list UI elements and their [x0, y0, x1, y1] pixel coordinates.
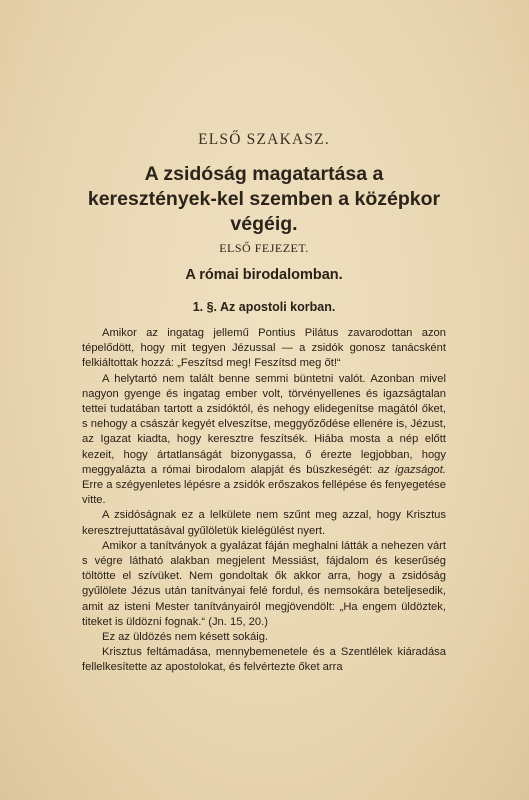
paragraph: Amikor a tanítványok a gyalázat fáján meghalni látták a nehezen várt s végre látható alakban megjelent Messiást, fájdalom és keserűség töltötte el szívüket. Nem gondoltak ők akkor arra, hogy a zsidóság gyűlölete Jézus után tanítványai felé fordul, és nemsokára beteljesedik, amit az isteni Mester tanítványairól megjövendölt: „Ha engem üldöztek, titeket is üldözni fognak.“ (Jn. 15, 20.): [82, 539, 446, 628]
paragraph: Amikor az ingatag jellemű Pontius Pilátus zavarodottan azon tépelődött, hogy mit tegyen Jézussal — a zsidók gonosz tanácsként felkiáltottak hozzá: „Feszítsd meg! Feszítsd meg őt!“: [82, 327, 446, 370]
paragraph: Ez az üldözés nem késett sokáig.: [102, 631, 269, 644]
subtitle: A római birodalomban.: [185, 267, 343, 283]
section-heading: ELSŐ SZAKASZ.: [198, 131, 330, 148]
chapter-title: A zsidóság magatartása a keresztények-kel szemben a középkor végéig.: [87, 163, 441, 235]
paragraph: A zsidóságnak ez a lelkülete nem szűnt meg azzal, hogy Krisztus keresztrejuttatásával gyűlöletük kielégülést nyert.: [82, 509, 446, 537]
paragraph-heading: 1. §. Az apostoli korban.: [192, 300, 336, 314]
paragraph: Krisztus feltámadása, mennybemenetele és a Szentlélek kiáradása fellelkesítette az apostolokat, és felvértezte őket arra: [82, 646, 446, 674]
paragraph-text: Erre a szégyenletes lépésre a zsidók erőszakos fellépése és fenyegetése vitte.: [82, 479, 446, 507]
paragraph-text: A helytartó nem talált benne semmi büntetni valót. Azonban mivel nagyon gyenge és ingatag ember volt, törvényellenes és igazságtalan tettei tudatában tartott a zsidóktól, és nehogy elidegenítse magától őket, s nehogy a császár kegyét elveszítse, meggyőződése ellenére is, Jézust, az Igazat kiadta, hogy keresztre feszítsék. Hiába mosta a nép előtt kezeit, hogy ártatlanságát bizonygassa, ő érezte legjobban, hogy meggyalázta a római birodalom alapját és büszkeségét:: [82, 372, 446, 476]
paragraph: [82, 372, 446, 509]
body-text: [82, 326, 446, 676]
chapter-heading: ELSŐ FEJEZET.: [219, 241, 309, 255]
emphasis: az igazságot.: [377, 463, 446, 476]
